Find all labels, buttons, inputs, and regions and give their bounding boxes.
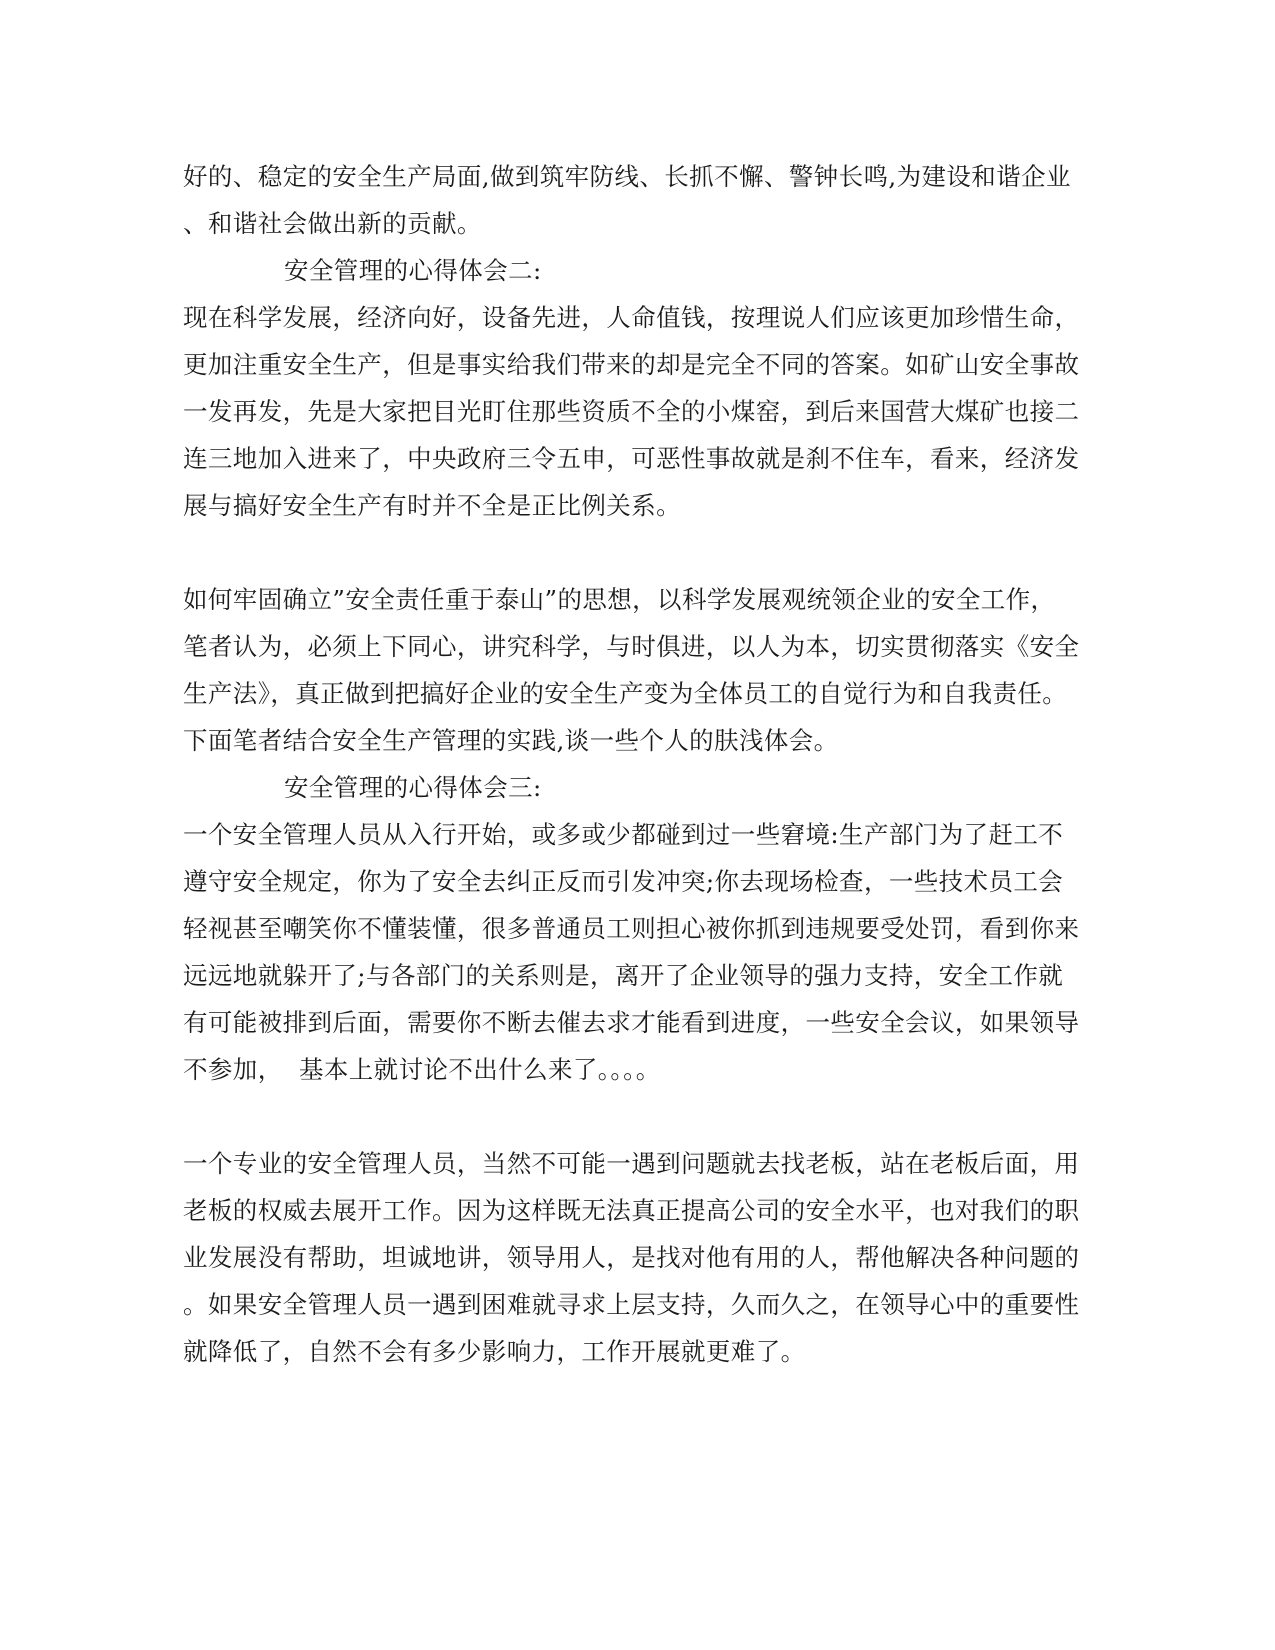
paragraph-line: 不参加， 基本上就讨论不出什么来了。。。。 xyxy=(183,1055,661,1084)
section-heading: 安全管理的心得体会二: xyxy=(284,256,542,285)
paragraph-line: 生产法》，真正做到把搞好企业的安全生产变为全体员工的自觉行为和自我责任。 xyxy=(183,679,1068,708)
paragraph-line: 老板的权威去展开工作。因为这样既无法真正提高公司的安全水平，也对我们的职 xyxy=(183,1196,1080,1225)
paragraph-line: 连三地加入进来了，中央政府三令五申，可恶性事故就是刹不住车，看来，经济发 xyxy=(183,444,1080,473)
paragraph-line: 轻视甚至嘲笑你不懂装懂，很多普通员工则担心被你抓到违规要受处罚，看到你来 xyxy=(183,914,1080,943)
paragraph-line: 如何牢固确立”安全责任重于泰山”的思想，以科学发展观统领企业的安全工作， xyxy=(183,585,1056,614)
paragraph-line: 远远地就躲开了;与各部门的关系则是，离开了企业领导的强力支持，安全工作就 xyxy=(183,961,1064,990)
paragraph-line: 。如果安全管理人员一遇到困难就寻求上层支持，久而久之，在领导心中的重要性 xyxy=(183,1290,1080,1319)
paragraph-line: 下面笔者结合安全生产管理的实践,谈一些个人的肤浅体会。 xyxy=(183,726,839,755)
paragraph-line: 、和谐社会做出新的贡献。 xyxy=(183,209,482,238)
paragraph-line: 就降低了，自然不会有多少影响力，工作开展就更难了。 xyxy=(183,1337,806,1366)
paragraph-line: 一个专业的安全管理人员，当然不可能一遇到问题就去找老板，站在老板后面，用 xyxy=(183,1149,1080,1178)
paragraph-line: 笔者认为，必须上下同心，讲究科学，与时俱进，以人为本，切实贯彻落实《安全 xyxy=(183,632,1080,661)
paragraph-line: 更加注重安全生产，但是事实给我们带来的却是完全不同的答案。如矿山安全事故 xyxy=(183,350,1080,379)
paragraph-line: 现在科学发展，经济向好，设备先进，人命值钱，按理说人们应该更加珍惜生命， xyxy=(183,303,1080,332)
paragraph-line: 业发展没有帮助，坦诚地讲，领导用人，是找对他有用的人，帮他解决各种问题的 xyxy=(183,1243,1080,1272)
section-heading: 安全管理的心得体会三: xyxy=(284,773,542,802)
paragraph-line: 遵守安全规定，你为了安全去纠正反而引发冲突;你去现场检查，一些技术员工会 xyxy=(183,867,1064,896)
paragraph-line: 好的、稳定的安全生产局面,做到筑牢防线、长抓不懈、警钟长鸣,为建设和谐企业 xyxy=(183,162,1071,191)
paragraph-line: 一个安全管理人员从入行开始，或多或少都碰到过一些窘境:生产部门为了赶工不 xyxy=(183,820,1064,849)
paragraph-line: 展与搞好安全生产有时并不全是正比例关系。 xyxy=(183,491,681,520)
paragraph-line: 有可能被排到后面，需要你不断去催去求才能看到进度，一些安全会议，如果领导 xyxy=(183,1008,1080,1037)
paragraph-line: 一发再发，先是大家把目光盯住那些资质不全的小煤窑，到后来国营大煤矿也接二 xyxy=(183,397,1080,426)
